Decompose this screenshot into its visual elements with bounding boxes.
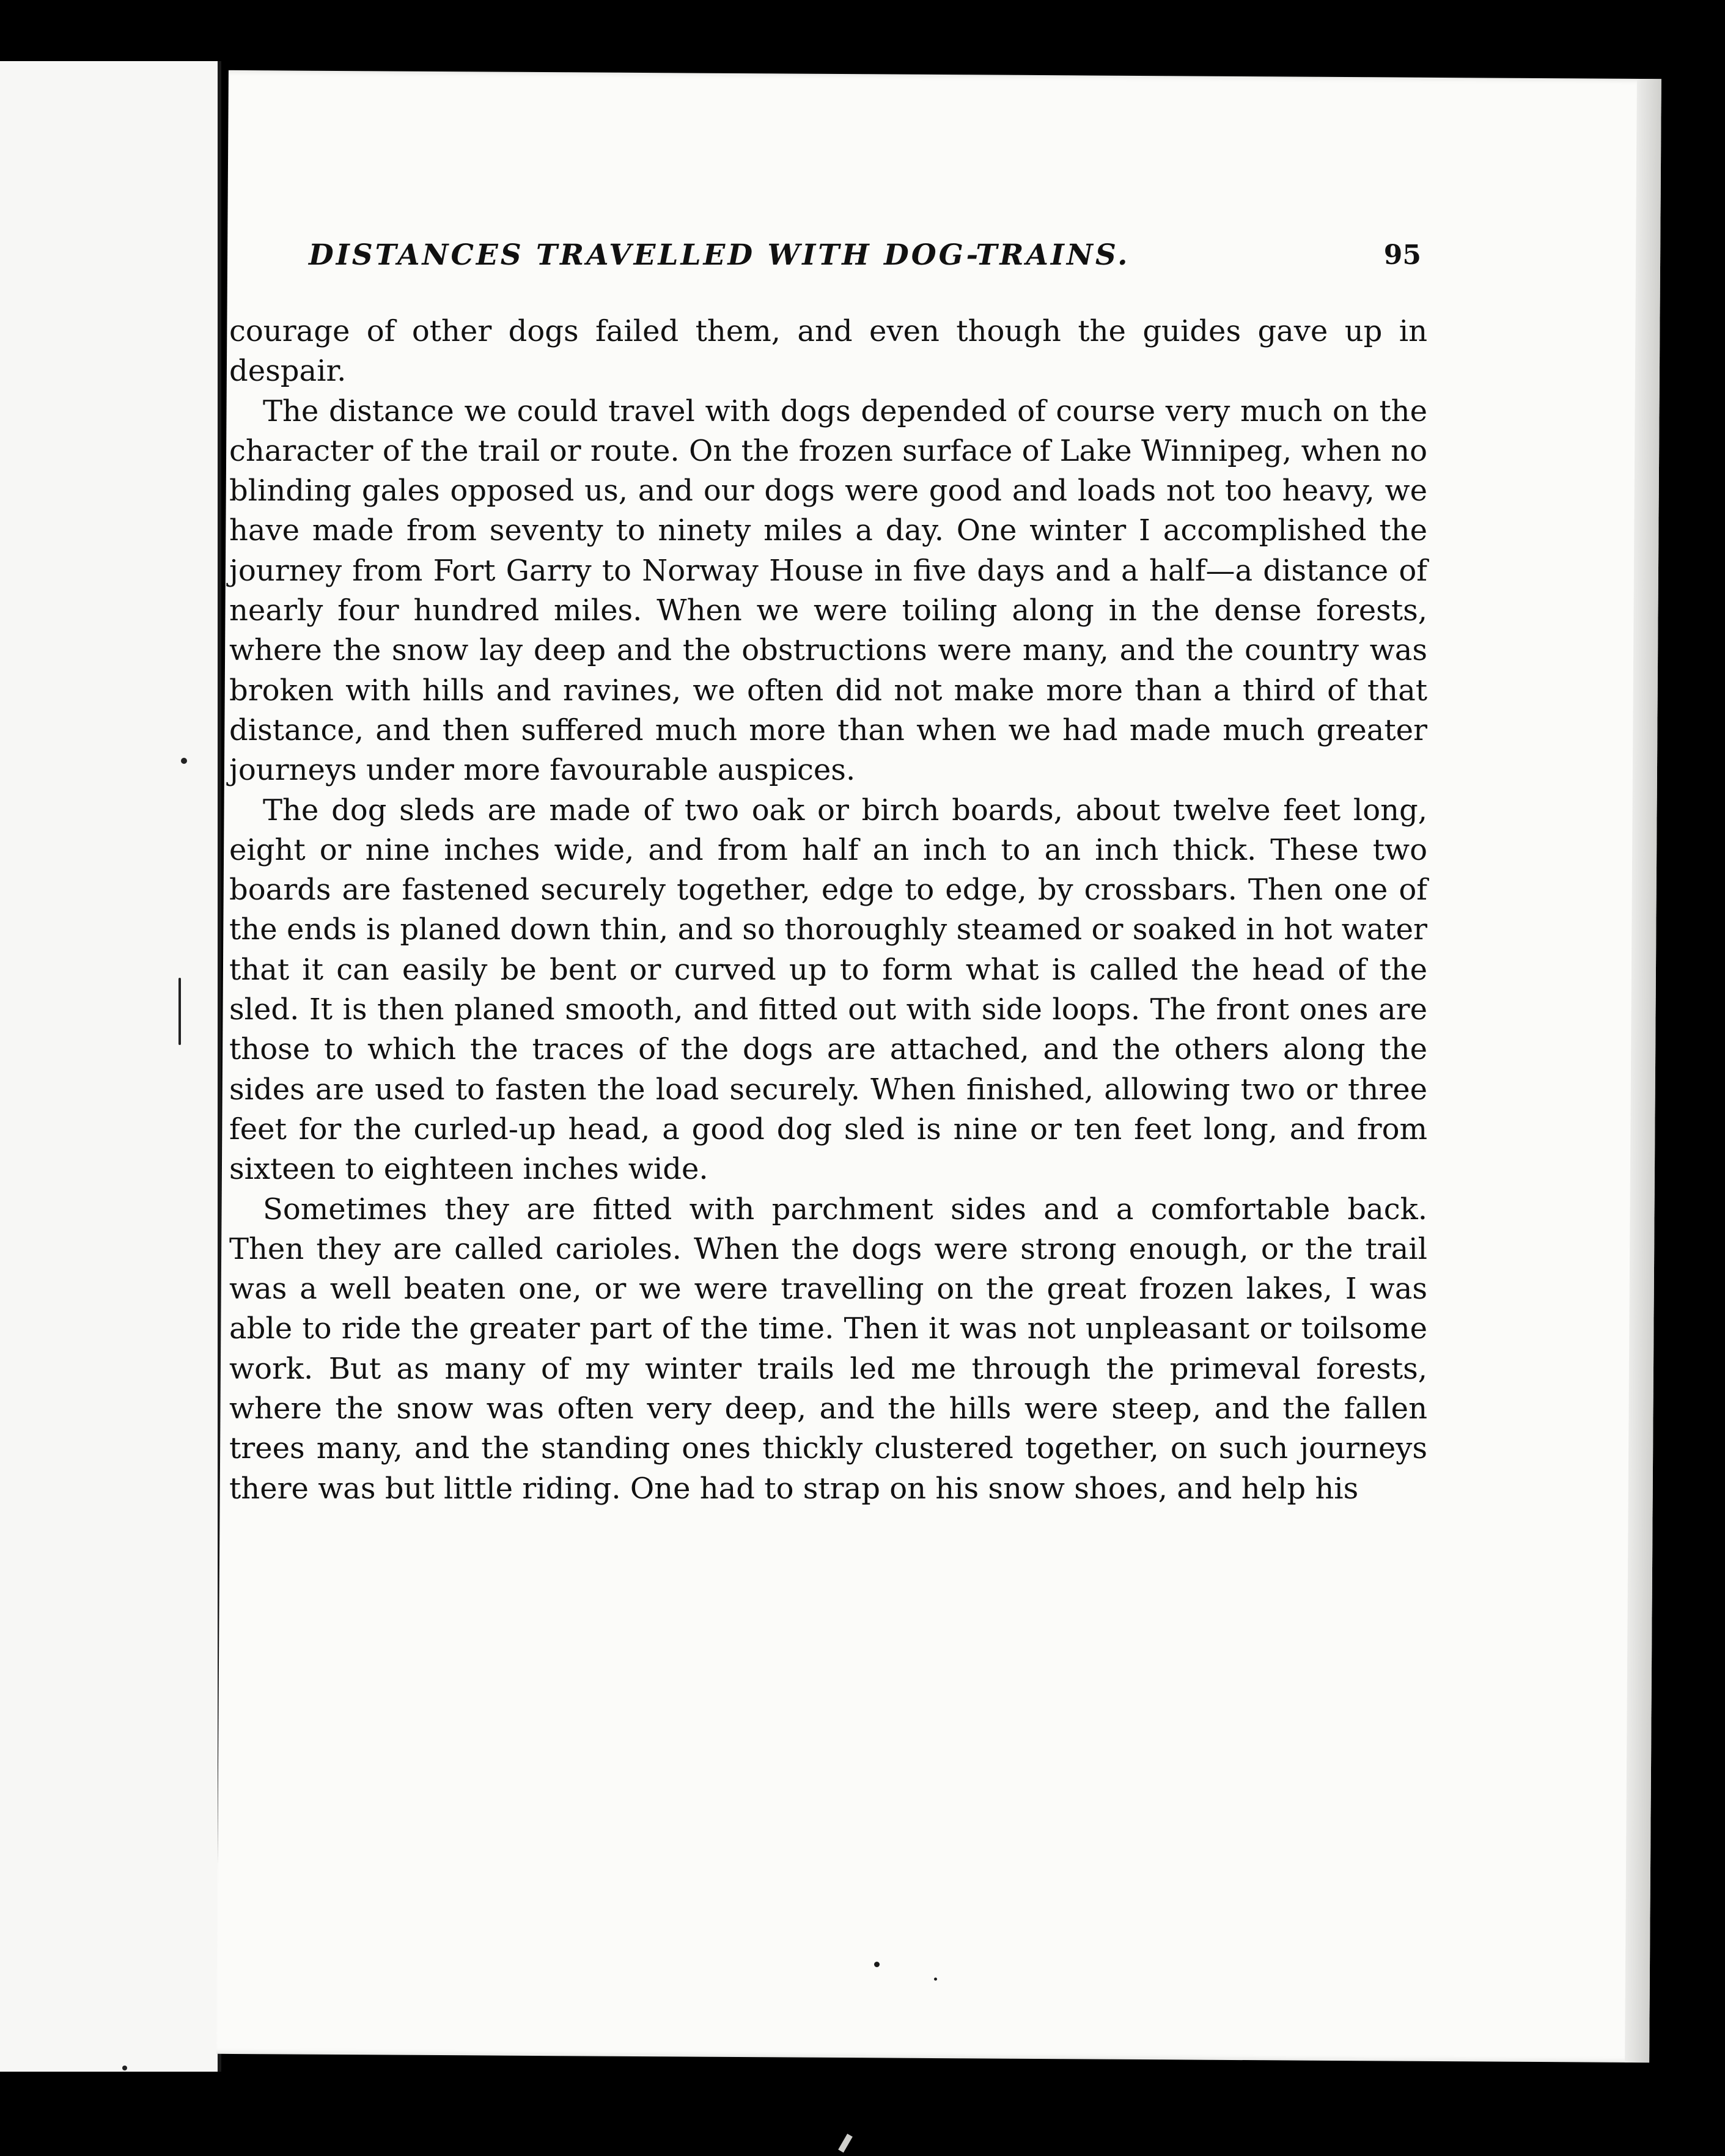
paragraph: courage of other dogs failed them, and even though the guides gave up in despair. [229,314,1427,389]
running-head [309,238,1421,287]
page-number: 95 [1383,240,1421,271]
page-edge-shadow [1625,79,1661,2062]
ink-speck [178,978,181,1045]
body-text [229,312,1427,1509]
paragraph: The distance we could travel with dogs depended of course very much on the character of the trail or route. On the frozen surface of Lake Winnipeg, when no blinding gales opposed us, and our dogs were good and loads not too heavy, we have made from seventy to ninety miles a day. One winter I accomplished the journey from Fort Garry to Norway House in five days and a half—a distance of nearly four hundred miles. When we were toiling along in the dense forests, where the snow lay deep and the obstructions were many, and the country was broken with hills and ravines, we often did not make more than a third of that distance, and then suffered much more than when we had made much greater journeys under more favourable auspices. [229,394,1427,788]
running-head-title: DISTANCES TRAVELLED WITH DOG-TRAINS. [309,238,1130,272]
ink-speck [122,2066,127,2070]
paragraph: The dog sleds are made of two oak or birch boards, about twelve feet long, eight or nine inches wide, and from half an inch to an inch thick. These two boards are fastened securely together, edge to edge, by crossbars. Then one of the ends is planed down thin, and so thoroughly steamed or soaked in hot water that it can easily be bent or curved up to form what is called the head of the sled. It is then planed smooth, and fitted out with side loops. The front ones are those to which the traces of the dogs are attached, and the others along the sides are used to fasten the load securely. When finished, allowing two or three feet for the curled-up head, a good dog sled is nine or ten feet long, and from sixteen to eighteen inches wide. [229,793,1427,1187]
paragraph: Sometimes they are fitted with parchment sides and a comfortable back. Then they are called carioles. When the dogs were strong enough, or the trail was a well beaten one, or we were travelling on the great frozen lakes, I was able to ride the greater part of the time. Then it was not unpleasant or toilsome work. But as many of my winter trails led me through the primeval forests, where the snow was often very deep, and the hills were steep, and the fallen trees many, and the standing ones thickly clustered together, on such journeys there was but little riding. One had to strap on his snow shoes, and help his [229,1192,1427,1506]
facing-page-edge [0,61,221,2072]
ink-speck [934,1978,937,1981]
ink-speck [874,1962,880,1967]
ink-speck [181,758,187,764]
scan-artifact [838,2134,853,2153]
